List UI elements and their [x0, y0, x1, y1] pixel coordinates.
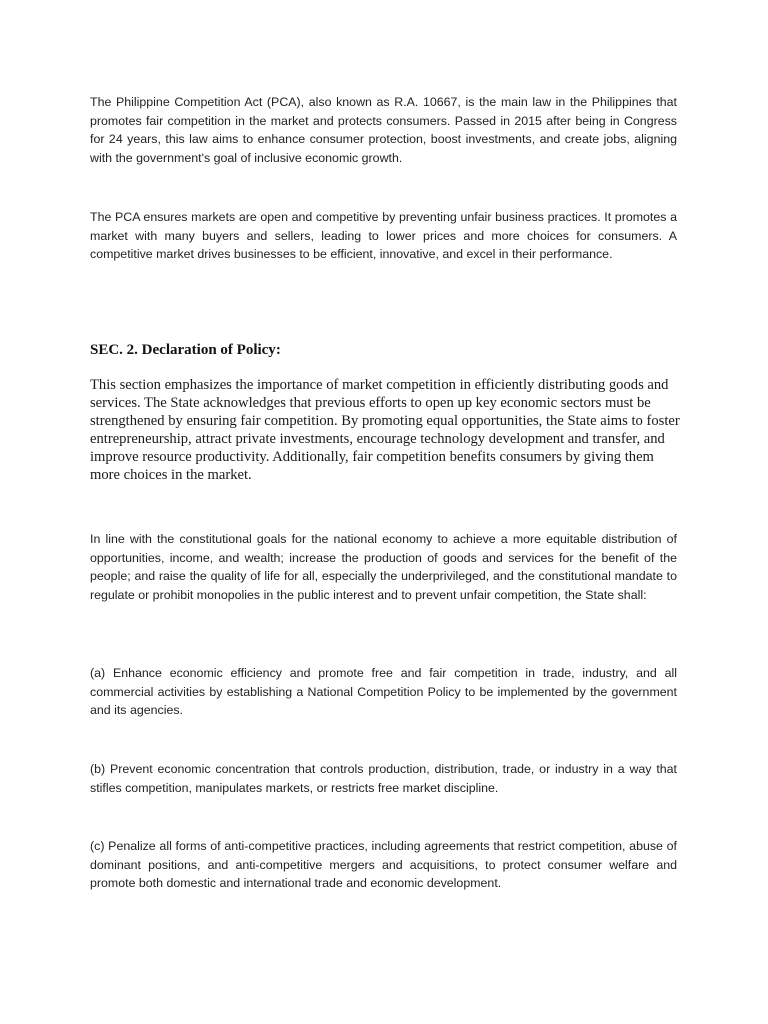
- policy-item-c: (c) Penalize all forms of anti-competitive practices, including agreements that restrict competition, abuse of dominant positions, and anti-competitive mergers and acquisitions, to protect consumer welfare and promote both domestic and international trade and economic development.: [90, 839, 677, 891]
- intro-paragraph-1: The Philippine Competition Act (PCA), also known as R.A. 10667, is the main law in the Philippines that promotes fair competition in the market and protects consumers. Passed in 2015 after being in Congress for 24 years, this law aims to enhance consumer protection, boost investments, and create jobs, aligning with the government's goal of inclusive economic growth.: [90, 95, 677, 165]
- section-heading: [90, 340, 281, 360]
- section-summary: This section emphasizes the importance of market competition in efficiently distributing goods and services. The State acknowledges that previous efforts to open up key economic sectors must be strengthened by ensuring fair competition. By promoting equal opportunities, the State aims to foster entrepreneurship, attract private investments, encourage technology development and transfer, and improve resource productivity. Additionally, fair competition benefits consumers by giving them more choices in the market.: [90, 377, 680, 483]
- section-heading-title: SEC. 2. Declaration of Policy: [90, 342, 276, 358]
- intro-paragraph-2: The PCA ensures markets are open and competitive by preventing unfair business practices. It promotes a market with many buyers and sellers, leading to lower prices and more choices for consumers. A competitive market drives businesses to be efficient, innovative, and excel in their performance.: [90, 210, 677, 262]
- policy-item-a: (a) Enhance economic efficiency and promote free and fair competition in trade, industry, and all commercial activities by establishing a National Competition Policy to be implemented by the government and its agencies.: [90, 666, 677, 718]
- policy-item-b: (b) Prevent economic concentration that controls production, distribution, trade, or industry in a way that stifles competition, manipulates markets, or restricts free market discipline.: [90, 762, 677, 795]
- section-heading-suffix: :: [275, 342, 281, 358]
- policy-intro: In line with the constitutional goals for the national economy to achieve a more equitable distribution of opportunities, income, and wealth; increase the production of goods and services for the benefit of the people; and raise the quality of life for all, especially the underprivileged, and the constitutional mandate to regulate or prohibit monopolies in the public interest and to prevent unfair competition, the State shall:: [90, 532, 677, 602]
